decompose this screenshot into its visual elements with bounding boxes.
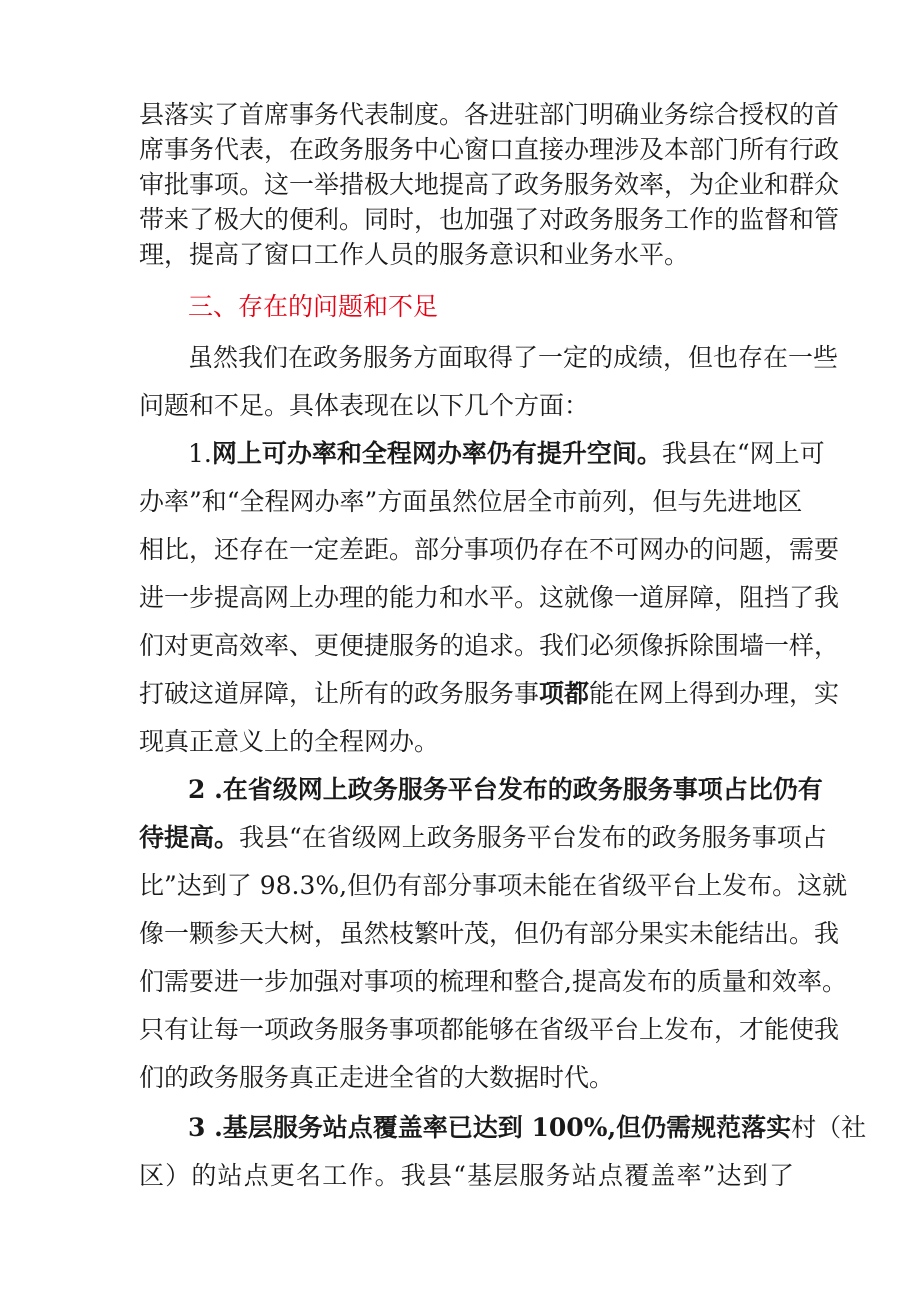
section-heading: 三、存在的问题和不足: [188, 292, 439, 321]
intro-line: 县落实了首席事务代表制度。各进驻部门明确业务综合授权的首: [139, 100, 840, 129]
item1-line: [139, 677, 840, 711]
item1-line: 现真正意义上的全程网办。: [139, 727, 440, 756]
problems-line: 问题和不足。具体表现在以下几个方面：: [139, 391, 590, 420]
item1-line: 办率”和“全程网办率”方面虽然位居全市前列，但与先进地区: [139, 487, 803, 516]
intro-line: 理，提高了窗口工作人员的服务意识和业务水平。: [139, 240, 690, 269]
item1-line: 进一步提高网上办理的能力和水平。这就像一道屏障，阻挡了我: [139, 583, 840, 612]
item1-line: 们对更高效率、更便捷服务的追求。我们必须像拆除围墙一样，: [139, 631, 840, 660]
item1-line6-bold: 项都: [539, 679, 590, 708]
item3-heading: 3 .基层服务站点覆盖率已达到 100%,但仍需规范落实: [188, 1113, 792, 1142]
item2-line: 只有让每一项政务服务事项都能够在省级平台上发布，才能使我: [139, 1015, 840, 1044]
item2-line: [139, 821, 827, 855]
item1-line: [188, 437, 825, 471]
item1-number: 1.: [188, 439, 212, 468]
item1-line6-post: 能在网上得到办理，实: [589, 679, 840, 708]
item2-line: 们需要进一步加强对事项的梳理和整合,提高发布的质量和效率。: [139, 967, 847, 996]
intro-line: 带来了极大的便利。同时，也加强了对政务服务工作的监督和管: [139, 205, 840, 234]
intro-line: 审批事项。这一举措极大地提高了政务服务效率，为企业和群众: [139, 170, 840, 199]
item1-line: 相比，还存在一定差距。部分事项仍存在不可网办的问题，需要: [139, 535, 840, 564]
item2-heading: 2 .在省级网上政务服务平台发布的政务服务事项占比仍有: [188, 775, 823, 804]
item2-line: 像一颗参天大树，虽然枝繁叶茂，但仍有部分果实未能结出。我: [139, 919, 840, 948]
item3-line1-rest: 村（社: [791, 1113, 867, 1142]
item2-line2-rest: 我县“在省级网上政务服务平台发布的政务服务事项占: [239, 823, 827, 852]
item3-line: 区）的站点更名工作。我县“基层服务站点覆盖率”达到了: [139, 1161, 794, 1190]
item1-line6-pre: 打破这道屏障，让所有的政务服务事: [139, 679, 540, 708]
problems-line: 虽然我们在政务服务方面取得了一定的成绩，但也存在一些: [188, 343, 839, 372]
item1-line1-rest: 我县在“网上可: [661, 439, 825, 468]
intro-line: 席事务代表，在政务服务中心窗口直接办理涉及本部门所有行政: [139, 135, 840, 164]
item2-line: 比”达到了 98.3%,但仍有部分事项未能在省级平台上发布。这就: [139, 871, 848, 900]
item2-line: 们的政务服务真正走进全省的大数据时代。: [139, 1063, 615, 1092]
item1-heading: 网上可办率和全程网办率仍有提升空间。: [211, 439, 662, 468]
item2-heading-end: 待提高。: [139, 823, 240, 852]
item3-line: [188, 1111, 867, 1145]
